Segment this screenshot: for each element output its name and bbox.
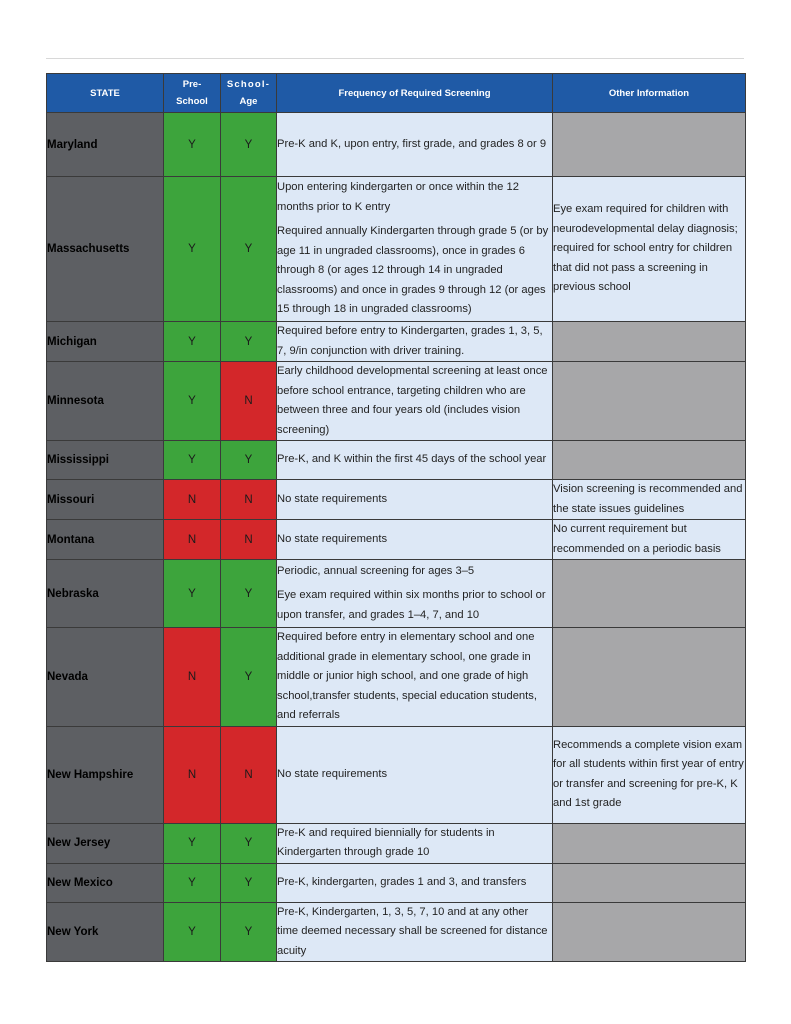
other-information: Recommends a complete vision exam for all students within first year of entry or transfer and screening for pre-K, K and 1st grade xyxy=(553,726,746,823)
other-information xyxy=(553,113,746,177)
frequency-paragraph: No state requirements xyxy=(277,532,388,545)
preschool-flag: Y xyxy=(164,113,221,177)
state-name: Montana xyxy=(47,520,164,560)
table-row xyxy=(47,113,746,177)
state-name: Massachusetts xyxy=(47,177,164,322)
state-name: New York xyxy=(47,902,164,962)
state-name: Michigan xyxy=(47,322,164,362)
header-other-information: Other Information xyxy=(553,74,746,113)
header-schoolage: School- Age xyxy=(221,74,277,113)
header-state: STATE xyxy=(47,74,164,113)
other-information xyxy=(553,441,746,480)
frequency-paragraph: Required before entry in elementary school and one additional grade in elementary school, one grade in middle or junior high school, and one grade of high school,transfer students, special education students, and referrals xyxy=(277,631,537,721)
preschool-flag: Y xyxy=(164,322,221,362)
table-row xyxy=(47,823,746,863)
state-name: Maryland xyxy=(47,113,164,177)
other-information: Eye exam required for children with neurodevelopmental delay diagnosis; required for school entry for children that did not pass a screening in previous school xyxy=(553,177,746,322)
frequency-paragraph: Upon entering kindergarten or once within the 12 months prior to K entry xyxy=(277,181,519,213)
preschool-flag: N xyxy=(164,480,221,520)
top-divider xyxy=(46,58,744,59)
table-row xyxy=(47,726,746,823)
preschool-flag: Y xyxy=(164,441,221,480)
state-name: Nevada xyxy=(47,628,164,727)
table-body xyxy=(47,113,746,962)
screening-frequency xyxy=(277,113,553,177)
other-information xyxy=(553,823,746,863)
preschool-flag: Y xyxy=(164,560,221,628)
state-name: New Mexico xyxy=(47,863,164,902)
state-name: Mississippi xyxy=(47,441,164,480)
table-row xyxy=(47,177,746,322)
other-information xyxy=(553,628,746,727)
schoolage-flag: Y xyxy=(221,113,277,177)
screening-frequency xyxy=(277,362,553,441)
other-information xyxy=(553,362,746,441)
frequency-paragraph: Required annually Kindergarten through grade 5 (or by age 11 in ungraded classrooms), once in grades 6 through 8 (or ages 12 through 14 in ungraded classrooms) and once in grades 9 through 12 (or ages 15 through 18 in ungraded classrooms) xyxy=(277,225,549,316)
other-information xyxy=(553,322,746,362)
schoolage-flag: Y xyxy=(221,863,277,902)
state-name: New Hampshire xyxy=(47,726,164,823)
schoolage-flag: Y xyxy=(221,560,277,628)
screening-frequency xyxy=(277,441,553,480)
preschool-flag: Y xyxy=(164,902,221,962)
frequency-paragraph: Pre-K, kindergarten, grades 1 and 3, and transfers xyxy=(277,875,527,888)
screening-frequency xyxy=(277,560,553,628)
preschool-flag: Y xyxy=(164,177,221,322)
frequency-paragraph: Pre-K and required biennially for students in Kindergarten through grade 10 xyxy=(277,826,495,858)
header-frequency: Frequency of Required Screening xyxy=(277,74,553,113)
schoolage-flag: Y xyxy=(221,628,277,727)
screening-frequency xyxy=(277,726,553,823)
table-row xyxy=(47,520,746,560)
other-information xyxy=(553,902,746,962)
table-row xyxy=(47,628,746,727)
frequency-paragraph: Periodic, annual screening for ages 3–5 xyxy=(277,564,475,577)
state-name: Minnesota xyxy=(47,362,164,441)
preschool-flag: N xyxy=(164,726,221,823)
table-row xyxy=(47,480,746,520)
table-row xyxy=(47,362,746,441)
state-name: Nebraska xyxy=(47,560,164,628)
other-information xyxy=(553,560,746,628)
screening-frequency xyxy=(277,322,553,362)
preschool-flag: Y xyxy=(164,823,221,863)
preschool-flag: N xyxy=(164,520,221,560)
vision-screening-table xyxy=(46,73,746,962)
schoolage-flag: Y xyxy=(221,902,277,962)
frequency-paragraph: No state requirements xyxy=(277,767,388,780)
frequency-paragraph: No state requirements xyxy=(277,492,388,505)
schoolage-flag: N xyxy=(221,480,277,520)
screening-frequency xyxy=(277,863,553,902)
preschool-flag: Y xyxy=(164,863,221,902)
table-row xyxy=(47,441,746,480)
table-row xyxy=(47,902,746,962)
frequency-paragraph: Pre-K, and K within the first 45 days of the school year xyxy=(277,453,547,466)
table-row xyxy=(47,560,746,628)
screening-frequency xyxy=(277,480,553,520)
screening-frequency xyxy=(277,902,553,962)
table-row xyxy=(47,863,746,902)
preschool-flag: N xyxy=(164,628,221,727)
schoolage-flag: N xyxy=(221,520,277,560)
header-preschool: Pre- School xyxy=(164,74,221,113)
screening-frequency xyxy=(277,628,553,727)
screening-frequency xyxy=(277,520,553,560)
screening-frequency xyxy=(277,177,553,322)
frequency-paragraph: Pre-K, Kindergarten, 1, 3, 5, 7, 10 and at any other time deemed necessary shall be screened for distance acuity xyxy=(277,905,548,957)
schoolage-flag: N xyxy=(221,726,277,823)
other-information: No current requirement but recommended on a periodic basis xyxy=(553,520,746,560)
preschool-flag: Y xyxy=(164,362,221,441)
frequency-paragraph: Required before entry to Kindergarten, grades 1, 3, 5, 7, 9/in conjunction with driver training. xyxy=(277,325,543,357)
table-row xyxy=(47,322,746,362)
frequency-paragraph: Early childhood developmental screening at least once before school entrance, targeting children who are between three and four years old (includes vision screening) xyxy=(277,365,548,436)
other-information: Vision screening is recommended and the state issues guidelines xyxy=(553,480,746,520)
table-header-row xyxy=(47,74,746,113)
schoolage-flag: N xyxy=(221,362,277,441)
frequency-paragraph: Eye exam required within six months prior to school or upon transfer, and grades 1–4, 7, and 10 xyxy=(277,589,546,621)
schoolage-flag: Y xyxy=(221,823,277,863)
screening-frequency xyxy=(277,823,553,863)
frequency-paragraph: Pre-K and K, upon entry, first grade, and grades 8 or 9 xyxy=(277,137,547,150)
schoolage-flag: Y xyxy=(221,322,277,362)
schoolage-flag: Y xyxy=(221,177,277,322)
state-name: Missouri xyxy=(47,480,164,520)
schoolage-flag: Y xyxy=(221,441,277,480)
other-information xyxy=(553,863,746,902)
state-name: New Jersey xyxy=(47,823,164,863)
